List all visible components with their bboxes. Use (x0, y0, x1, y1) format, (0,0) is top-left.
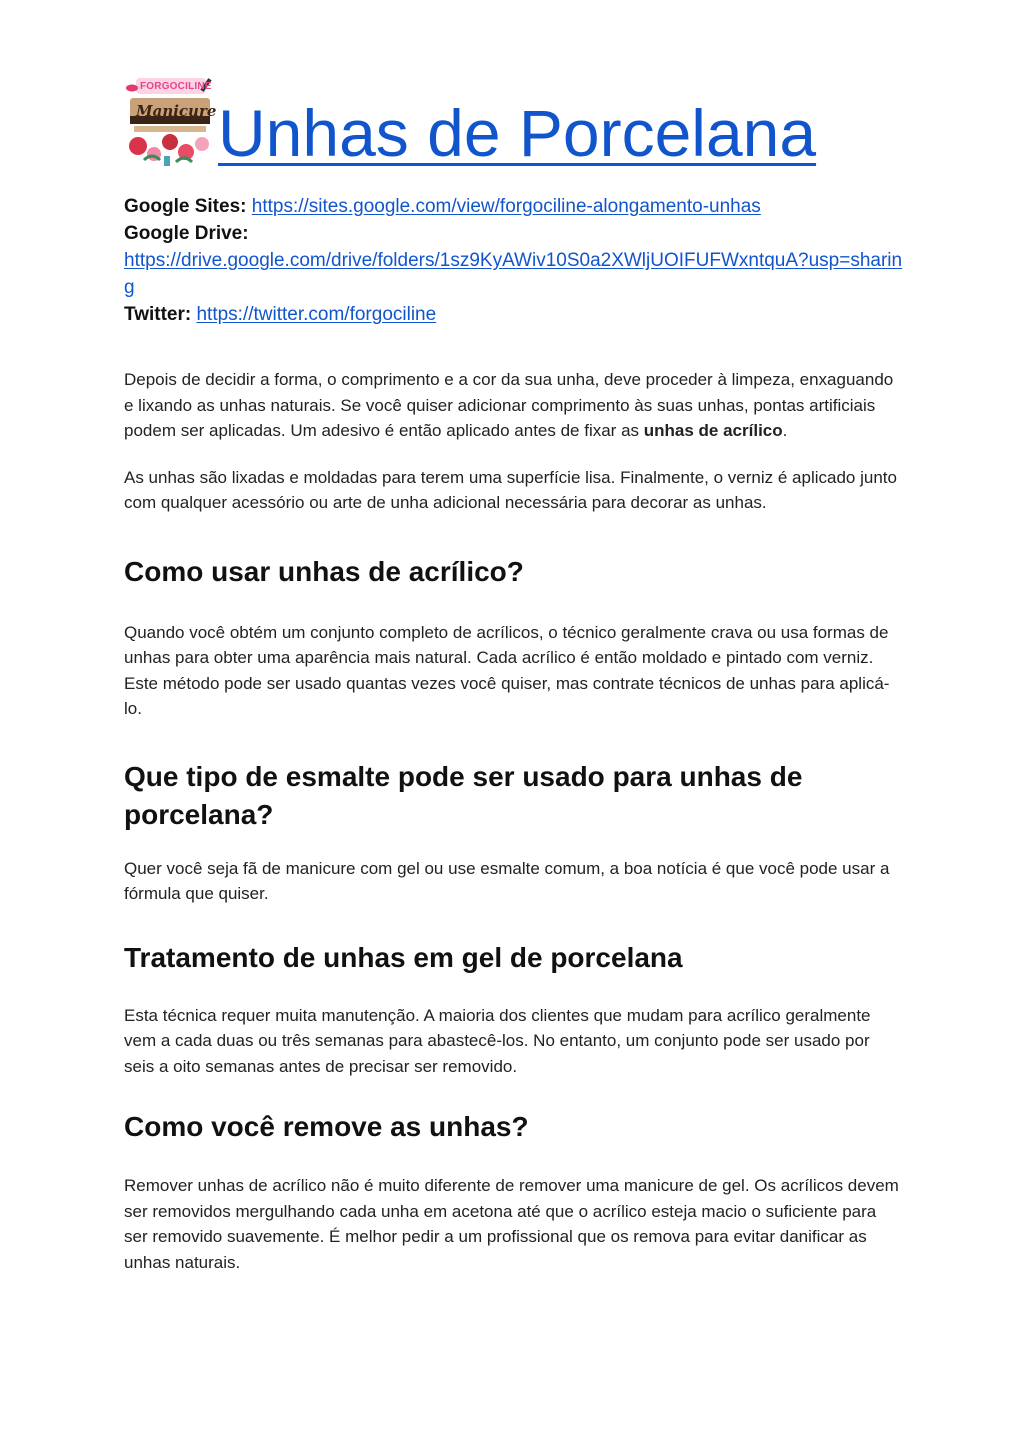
section-heading-2: Que tipo de esmalte pode ser usado para unhas de porcelana? (124, 760, 803, 830)
section-body-4: Remover unhas de acrílico não é muito diferente de remover uma manicure de gel. Os acrílicos devem ser removidos mergulhando cada unha em acetona até que o acrílico esteja macio o suficiente para ser removido suavemente. É melhor pedir a um profissional que os remova para evitar danificar as unhas naturais. (124, 1176, 899, 1272)
forgociline-manicure-logo (124, 76, 216, 168)
section-heading-1: Como usar unhas de acrílico? (124, 555, 524, 587)
logo-mid-text: Manicure (136, 102, 217, 120)
logo-top-text: FORGOCILINE (140, 81, 212, 92)
intro-paragraph-1 (124, 367, 904, 444)
google-drive-line (124, 220, 904, 301)
intro-paragraph-2: As unhas são lixadas e moldadas para terem uma superfície lisa. Finalmente, o verniz é aplicado junto com qualquer acessório ou arte de unha adicional necessária para decorar as unhas. (124, 467, 897, 512)
intro-p1-text: Depois de decidir a forma, o comprimento e a cor da sua unha, deve proceder à limpeza, enxaguando e lixando as unhas naturais. Se você quiser adicionar comprimento às suas unhas, pontas artificiais podem ser aplicadas. Um adesivo é então aplicado antes de fixar as (124, 370, 894, 440)
section-body-1: Quando você obtém um conjunto completo de acrílicos, o técnico geralmente crava ou usa formas de unhas para obter uma aparência mais natural. Cada acrílico é então moldado e pintado com verniz. Este método pode ser usado quantas vezes você quiser, mas contrate técnicos de unhas para aplicá-lo. (124, 622, 890, 718)
google-drive-link[interactable]: https://drive.google.com/drive/folders/1sz9KyAWiv10S0a2XWljUOIFUFWxntquA?usp=sharing (124, 250, 903, 298)
links-block (124, 193, 904, 328)
twitter-line (124, 301, 904, 328)
document-page (124, 62, 904, 1275)
page-title-link[interactable]: Unhas de Porcelana (218, 96, 817, 170)
google-sites-line (124, 193, 904, 220)
intro-p1-bold: unhas de acrílico (643, 421, 783, 440)
section-heading-4: Como você remove as unhas? (124, 1111, 529, 1142)
title-row (124, 62, 904, 172)
intro-p1-end: . (782, 421, 788, 440)
google-sites-label: Google Sites: (124, 196, 247, 217)
twitter-link[interactable]: https://twitter.com/forgociline (196, 304, 437, 325)
google-drive-label: Google Drive: (124, 223, 249, 244)
section-body-3: Esta técnica requer muita manutenção. A maioria dos clientes que mudam para acrílico geralmente vem a cada duas ou três semanas para abastecê-los. No entanto, um conjunto pode ser usado por seis a oito semanas antes de precisar ser removido. (124, 1005, 871, 1076)
twitter-label: Twitter: (124, 304, 192, 325)
google-sites-link[interactable]: https://sites.google.com/view/forgociline-alongamento-unhas (251, 196, 761, 217)
section-heading-3: Tratamento de unhas em gel de porcelana (124, 941, 683, 973)
section-body-2: Quer você seja fã de manicure com gel ou use esmalte comum, a boa notícia é que você pode usar a fórmula que quiser. (124, 858, 890, 903)
